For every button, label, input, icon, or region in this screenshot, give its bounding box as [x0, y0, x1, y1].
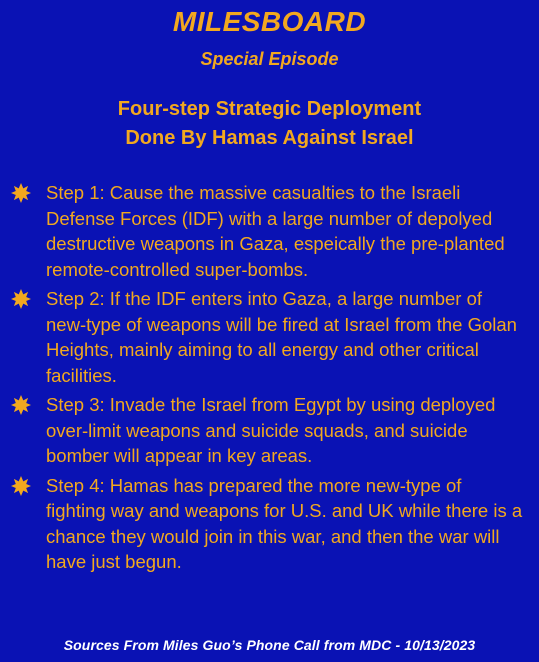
list-item-step-2: [0, 286, 539, 388]
steps-list: [0, 180, 539, 579]
headline: [0, 95, 539, 153]
episode-subtitle: Special Episode: [200, 49, 339, 69]
starburst-bullet-icon: [11, 183, 31, 203]
brand-title: MILESBOARD: [172, 6, 367, 37]
starburst-bullet-icon: [11, 395, 31, 415]
headline-line-1: Four-step Strategic Deployment: [117, 98, 422, 120]
source-footer: Sources From Miles Guo’s Phone Call from MDC - 10/13/2023: [63, 637, 476, 653]
starburst-bullet-icon: [11, 289, 31, 309]
headline-line-2: Done By Hamas Against Israel: [125, 127, 414, 149]
starburst-bullet-icon: [11, 476, 31, 496]
step-text: Step 1: Cause the massive casualties to the Israeli Defense Forces (IDF) with a large number of depolyed destructive weapons in Gaza, espeically the pre-planted remote-controlled super-bombs.: [46, 182, 505, 280]
list-item-step-3: [0, 392, 539, 469]
step-text: Step 3: Invade the Israel from Egypt by using deployed over-limit weapons and suicide squads, and suicide bomber will appear in key areas.: [46, 394, 496, 466]
step-text: Step 2: If the IDF enters into Gaza, a large number of new-type of weapons will be fired at Israel from the Golan Heights, mainly aiming to all energy and other critical facilities.: [46, 288, 517, 386]
list-item-step-1: [0, 180, 539, 282]
step-text: Step 4: Hamas has prepared the more new-type of fighting way and weapons for U.S. and UK while there is a chance they would join in this war, and then the war will have just begun.: [46, 474, 523, 572]
list-item-step-4: [0, 473, 539, 575]
